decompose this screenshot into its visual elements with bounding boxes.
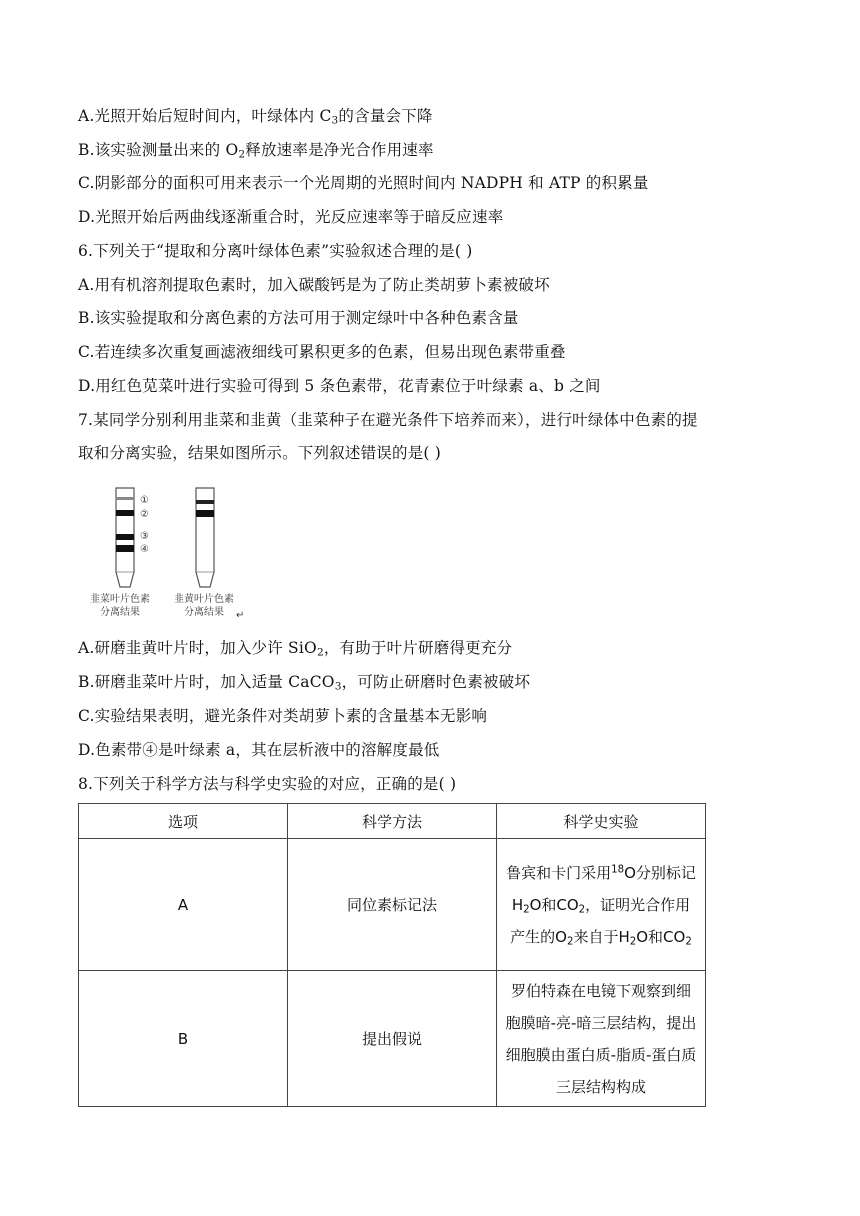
text-run: C.若连续多次重复画滤液细线可累积更多的色素，但易出现色素带重叠 bbox=[78, 343, 566, 361]
band-label-3: ③ bbox=[140, 531, 149, 542]
header-option: 选项 bbox=[79, 804, 288, 839]
header-method: 科学方法 bbox=[288, 804, 497, 839]
text-run: 7.某同学分别利用韭菜和韭黄（韭菜种子在避光条件下培养而来），进行叶绿体中色素的提 bbox=[78, 411, 698, 429]
text-run: D.用红色苋菜叶进行实验可得到 5 条色素带，花青素位于叶绿素 a、b 之间 bbox=[78, 377, 601, 395]
text-run: C.实验结果表明，避光条件对类胡萝卜素的含量基本无影响 bbox=[78, 707, 488, 725]
table-header-row bbox=[79, 804, 706, 839]
band-2 bbox=[196, 510, 214, 517]
table-row bbox=[79, 971, 706, 1107]
table-row bbox=[79, 839, 706, 971]
band-4 bbox=[116, 545, 134, 552]
subscript: 2 bbox=[629, 936, 637, 948]
text-line bbox=[78, 706, 487, 726]
text-run: C.阴影部分的面积可用来表示一个光周期的光照时间内 NADPH 和 ATP 的积累量 bbox=[78, 174, 649, 192]
text-run: B.该实验测量出来的 O bbox=[78, 141, 239, 159]
band-1 bbox=[196, 500, 214, 504]
text-run: D.光照开始后两曲线逐渐重合时，光反应速率等于暗反应速率 bbox=[78, 208, 504, 226]
text-line bbox=[78, 638, 512, 658]
text-line bbox=[78, 106, 433, 126]
text-line bbox=[78, 275, 550, 295]
text-line bbox=[78, 140, 434, 160]
text-run: ，有助于叶片研磨得更充分 bbox=[323, 639, 513, 657]
subscript: 3 bbox=[334, 680, 342, 693]
text-run: 鲁宾和卡门采用 bbox=[506, 863, 612, 882]
text-line bbox=[78, 740, 439, 760]
subscript: 2 bbox=[578, 904, 586, 916]
text-run: O和CO bbox=[529, 895, 579, 914]
row-option: B bbox=[79, 971, 288, 1107]
superscript: 18 bbox=[611, 863, 625, 875]
text-run: O和CO bbox=[636, 927, 686, 946]
text-run: ，可防止研磨时色素被破坏 bbox=[341, 673, 531, 691]
band-label-2: ② bbox=[140, 509, 149, 520]
band-3 bbox=[116, 534, 134, 540]
subscript: 2 bbox=[316, 646, 324, 659]
subscript: 2 bbox=[685, 936, 692, 948]
text-run: A.光照开始后短时间内，叶绿体内 C bbox=[78, 107, 332, 125]
caption-right-2: 分离结果 bbox=[184, 607, 224, 618]
row-option: A bbox=[79, 839, 288, 971]
text-line bbox=[78, 774, 456, 794]
options-table bbox=[78, 803, 706, 1107]
band-label-4: ④ bbox=[140, 544, 149, 555]
caption-left-1: 韭菜叶片色素 bbox=[90, 594, 150, 605]
text-run: 的含量会下降 bbox=[338, 107, 433, 125]
text-run: 罗伯特森在电镜下观察到细胞膜暗-亮-暗三层结构，提出细胞膜由蛋白质-脂质-蛋白质三层结构构成 bbox=[505, 981, 697, 1096]
row-method: 提出假说 bbox=[288, 971, 497, 1107]
row-experiment bbox=[497, 971, 706, 1107]
text-run: A.用有机溶剂提取色素时，加入碳酸钙是为了防止类胡萝卜素被破坏 bbox=[78, 276, 550, 294]
caption-right-1: 韭黄叶片色素 bbox=[174, 594, 234, 605]
band-1 bbox=[116, 497, 134, 500]
experiment-text bbox=[505, 857, 697, 953]
text-line bbox=[78, 173, 649, 193]
chive-strip bbox=[116, 488, 134, 587]
text-run: B.研磨韭菜叶片时，加入适量 CaCO bbox=[78, 673, 335, 691]
text-line bbox=[78, 207, 503, 227]
return-arrow-icon: ↵ bbox=[236, 610, 245, 621]
subscript: 3 bbox=[331, 114, 339, 127]
text-run: A.研磨韭黄叶片时，加入少许 SiO bbox=[78, 639, 317, 657]
text-line bbox=[78, 342, 566, 362]
text-run: D.色素带④是叶绿素 a，其在层析液中的溶解度最低 bbox=[78, 741, 440, 759]
text-line bbox=[78, 672, 530, 692]
yellow-chive-strip bbox=[196, 488, 214, 587]
header-experiment: 科学史实验 bbox=[497, 804, 706, 839]
text-run: 8.下列关于科学方法与科学史实验的对应，正确的是( ) bbox=[78, 775, 457, 793]
subscript: 2 bbox=[523, 904, 530, 916]
subscript: 2 bbox=[238, 148, 246, 161]
text-run: 来自于H bbox=[573, 927, 630, 946]
row-method: 同位素标记法 bbox=[288, 839, 497, 971]
text-run: 6.下列关于“提取和分离叶绿体色素”实验叙述合理的是( ) bbox=[78, 242, 473, 260]
text-line bbox=[78, 376, 601, 396]
text-line bbox=[78, 308, 519, 328]
text-line bbox=[78, 443, 441, 463]
text-line bbox=[78, 410, 698, 430]
caption-left-2: 分离结果 bbox=[100, 607, 140, 618]
experiment-text bbox=[505, 975, 697, 1103]
text-run: 释放速率是净光合作用速率 bbox=[245, 141, 434, 159]
text-run: B.该实验提取和分离色素的方法可用于测定绿叶中各种色素含量 bbox=[78, 309, 519, 327]
band-label-1: ① bbox=[140, 495, 149, 506]
band-labels bbox=[140, 495, 149, 555]
chromatography-figure bbox=[86, 484, 262, 624]
text-run: ，证明光合作用产生的O bbox=[510, 895, 691, 946]
figure-captions bbox=[90, 592, 244, 621]
text-run: O分别标记H bbox=[511, 863, 696, 914]
row-experiment bbox=[497, 839, 706, 971]
text-run: 取和分离实验，结果如图所示。下列叙述错误的是( ) bbox=[78, 444, 442, 462]
band-2 bbox=[116, 510, 134, 516]
subscript: 2 bbox=[566, 936, 574, 948]
text-line bbox=[78, 241, 472, 261]
